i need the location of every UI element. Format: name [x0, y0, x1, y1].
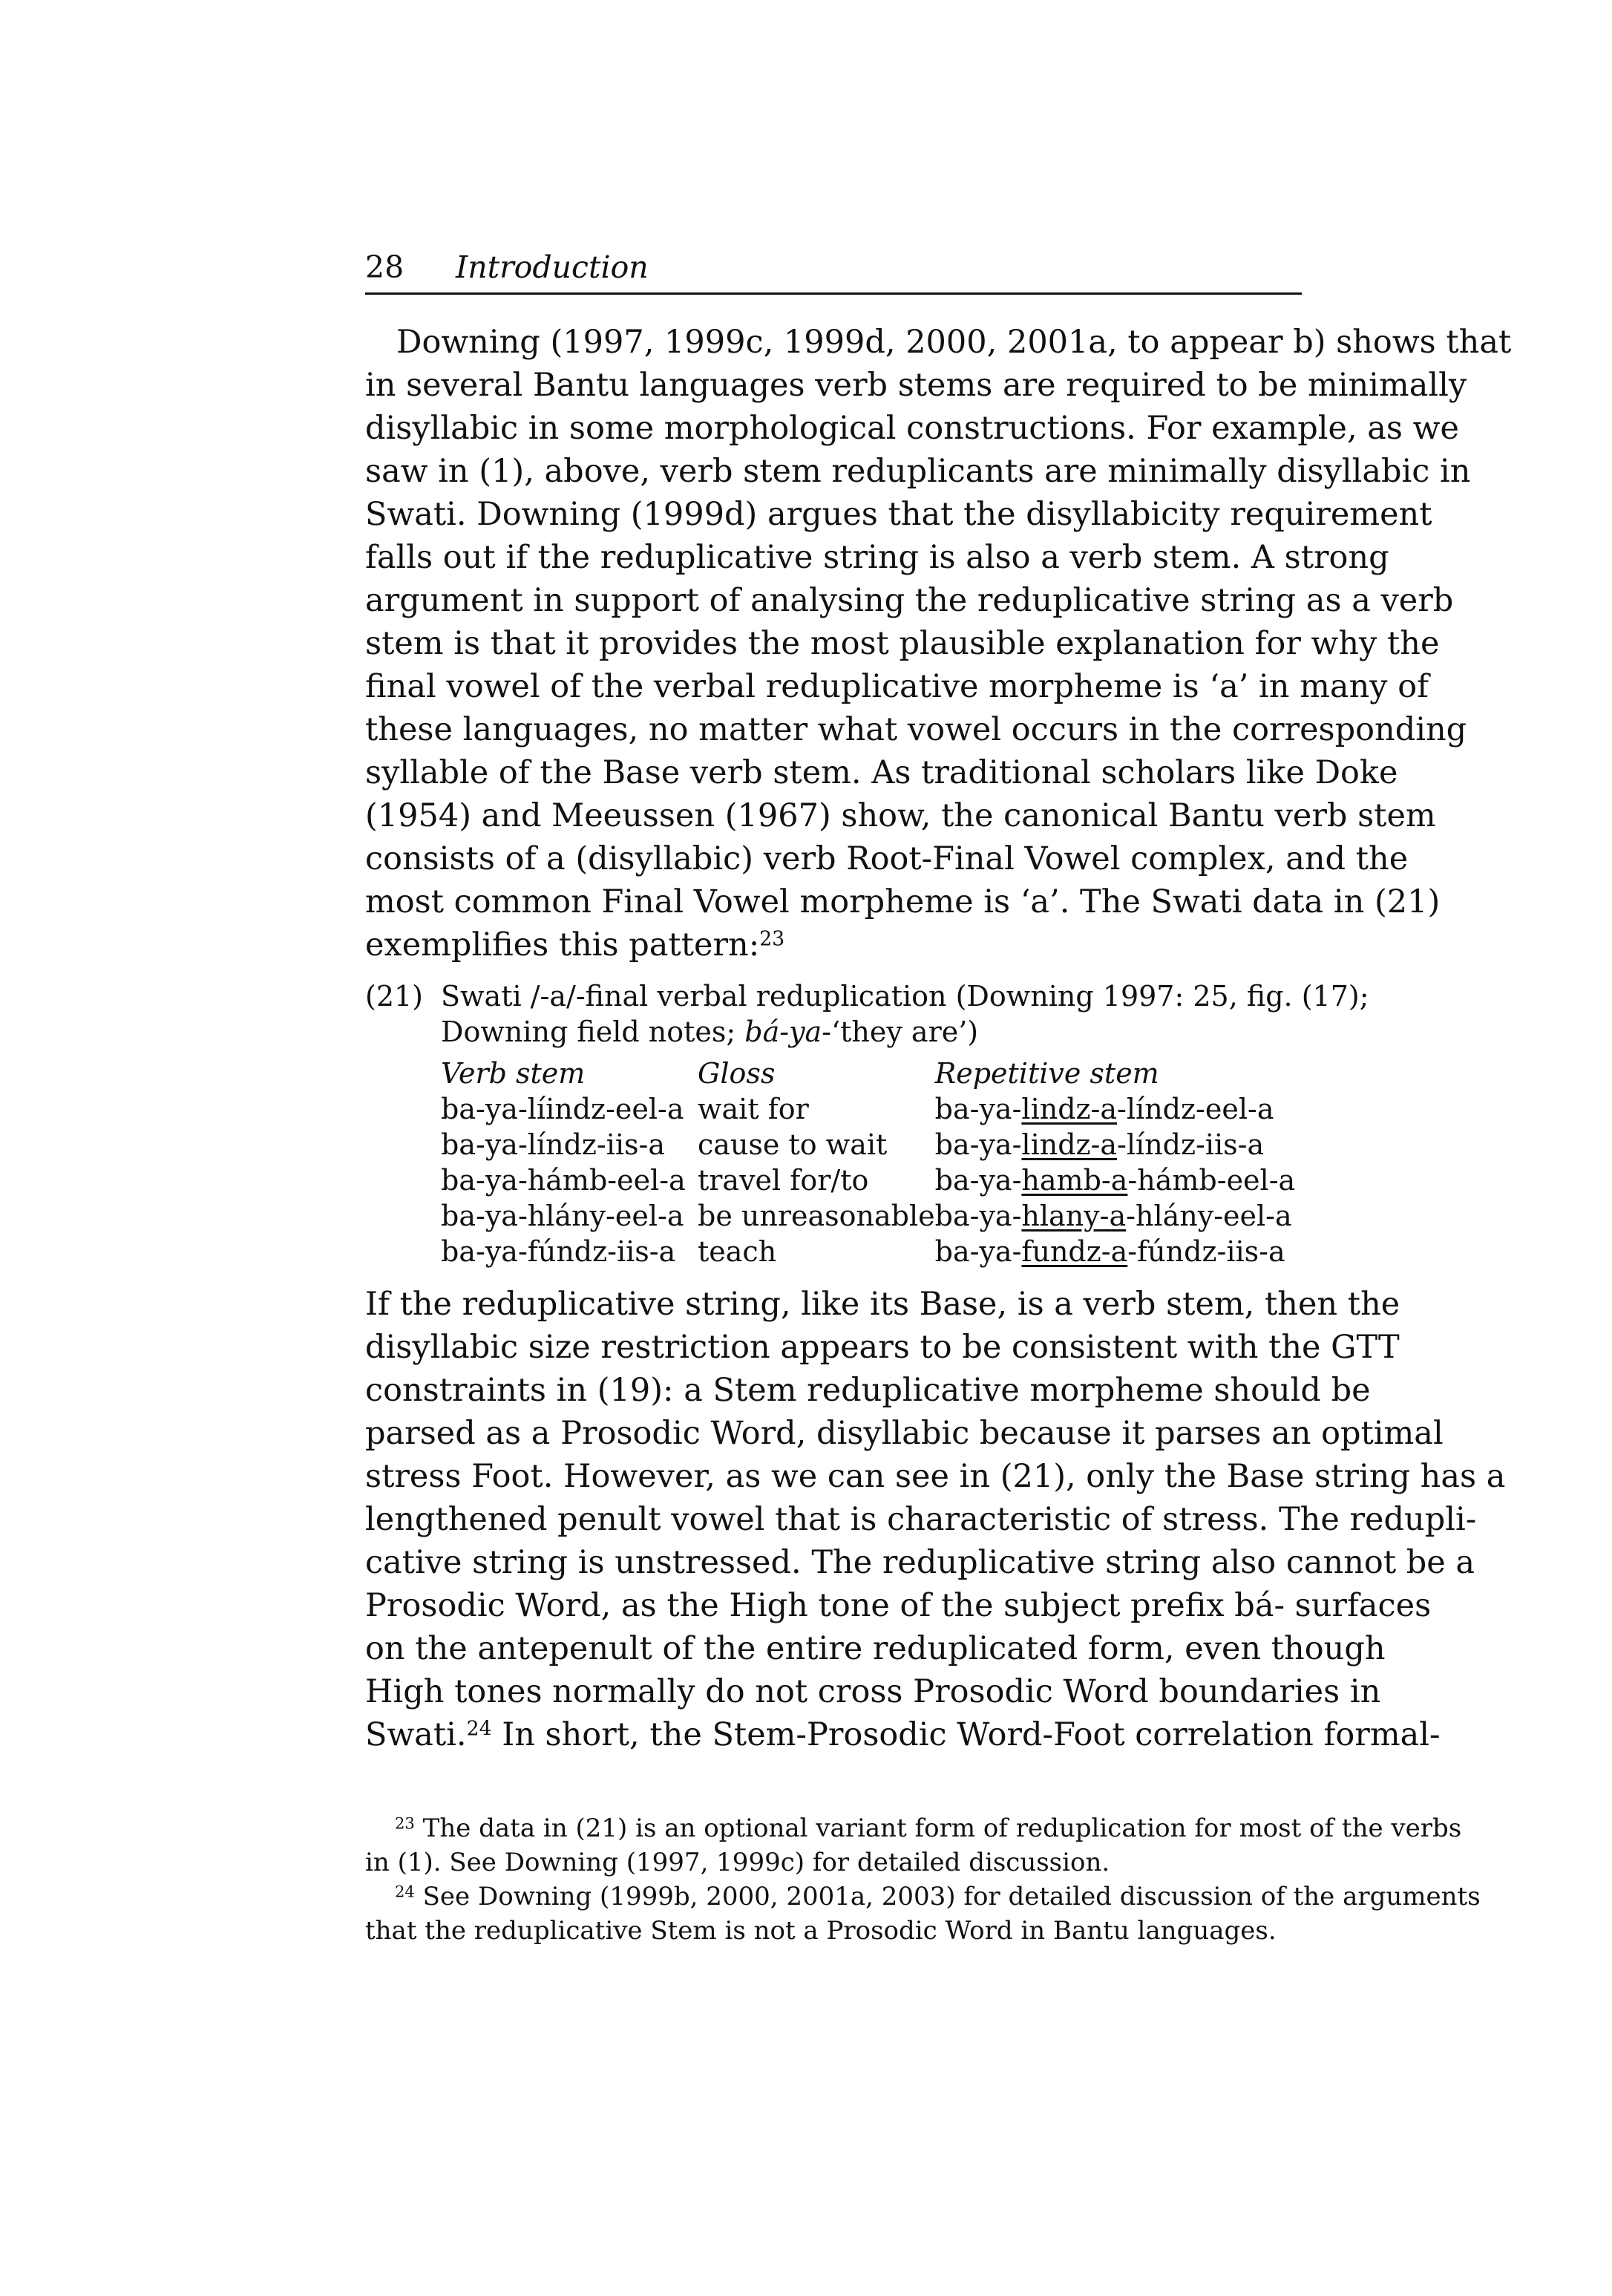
reduplicant: lindz-a	[1021, 1128, 1118, 1161]
footnote-ref-23[interactable]: 23	[759, 927, 785, 951]
verb-stem-cell: ba-ya-fúndz-iis-a	[441, 1235, 676, 1268]
repetitive-stem-cell: ba-ya-lindz-a-líndz-iis-a	[934, 1128, 1265, 1161]
table-row	[441, 1234, 1295, 1269]
page-number: 28	[365, 249, 404, 285]
verb-stem-cell: ba-ya-hámb-eel-a	[441, 1164, 686, 1197]
running-header	[365, 246, 1302, 295]
verb-stem-cell: ba-ya-hlány-eel-a	[441, 1200, 684, 1232]
text-line: (1954) and Meeussen (1967) show, the canonical Bantu verb stem	[365, 797, 1436, 834]
footnote-24-continuation: that the reduplicative Stem is not a Prosodic Word in Bantu languages.	[365, 1916, 1277, 1946]
reduplicant: hlany-a	[1021, 1200, 1127, 1232]
example-heading-line: Downing field notes; bá-ya-‘they are’)	[441, 1015, 979, 1048]
footnote-ref-24[interactable]: 24	[466, 1717, 492, 1741]
gloss-cell: cause to wait	[698, 1128, 888, 1161]
text-line: most common Final Vowel morpheme is ‘a’. The Swati data in (21)	[365, 883, 1441, 920]
running-head-title: Introduction	[456, 249, 649, 285]
example-heading-line: Swati /-a/-final verbal reduplication (Downing 1997: 25, fig. (17);	[441, 980, 1369, 1013]
example-heading	[441, 978, 1369, 1050]
text-line: Swati. Downing (1999d) argues that the disyllabicity requirement	[365, 496, 1432, 533]
reduplication-table	[441, 1056, 1295, 1269]
footnote-24: $^{24}$ See Downing (1999b, 2000, 2001a, 2003) for detailed discussion of the arguments	[395, 1882, 1481, 1911]
footnotes	[365, 1811, 1481, 1948]
footnote-23-continuation: in (1). See Downing (1997, 1999c) for detailed discussion.	[365, 1848, 1110, 1877]
verb-stem-cell: ba-ya-líndz-iis-a	[441, 1128, 666, 1161]
text-line: disyllabic in some morphological constructions. For example, as we	[365, 410, 1459, 447]
column-header-repetitive-stem: Repetitive stem	[934, 1057, 1159, 1090]
reduplicant: fundz-a	[1021, 1235, 1128, 1268]
verb-stem-cell: ba-ya-líindz-eel-a	[441, 1093, 684, 1125]
text-line: stress Foot. However, as we can see in (21), only the Base string has a	[365, 1458, 1506, 1495]
column-header-verb-stem: Verb stem	[441, 1057, 586, 1090]
gloss-cell: wait for	[698, 1093, 809, 1125]
text-line: these languages, no matter what vowel occurs in the corresponding	[365, 711, 1467, 748]
text-line: saw in (1), above, verb stem reduplicants are minimally disyllabic in	[365, 453, 1471, 490]
repetitive-stem-cell: ba-ya-hlany-a-hlány-eel-a	[934, 1200, 1292, 1232]
text-line: cative string is unstressed. The reduplicative string also cannot be a	[365, 1544, 1475, 1581]
text-line: syllable of the Base verb stem. As traditional scholars like Doke	[365, 754, 1398, 791]
repetitive-stem-cell: ba-ya-lindz-a-líndz-eel-a	[934, 1093, 1274, 1125]
table-header-row	[441, 1056, 1295, 1091]
paragraph-1	[365, 321, 1512, 967]
reduplicant: lindz-a	[1021, 1093, 1118, 1125]
text-line: If the reduplicative string, like its Base, is a verb stem, then the	[365, 1286, 1400, 1323]
paragraph-2	[365, 1283, 1506, 1756]
example-number: (21)	[365, 980, 424, 1013]
reduplicant: hamb-a	[1021, 1164, 1128, 1197]
repetitive-stem-cell: ba-ya-fundz-a-fúndz-iis-a	[934, 1235, 1285, 1268]
text-line: constraints in (19): a Stem reduplicative morpheme should be	[365, 1372, 1371, 1409]
text-line: Downing (1997, 1999c, 1999d, 2000, 2001a, to appear b) shows that	[396, 324, 1512, 361]
text-line: Swati.$^{24}$ In short, the Stem-Prosodic Word-Foot correlation formal-	[365, 1716, 1441, 1753]
text-line: exemplifies this pattern:$^{23}$	[365, 926, 785, 964]
gloss-cell: be unreasonable	[698, 1200, 935, 1232]
table-row	[441, 1162, 1295, 1198]
text-line: on the antepenult of the entire reduplicated form, even though	[365, 1630, 1386, 1667]
text-line: parsed as a Prosodic Word, disyllabic because it parses an optimal	[365, 1415, 1444, 1452]
text-line: High tones normally do not cross Prosodic Word boundaries in	[365, 1673, 1381, 1710]
table-row	[441, 1127, 1295, 1162]
text-line: final vowel of the verbal reduplicative morpheme is ‘a’ in many of	[365, 668, 1429, 705]
text-line: stem is that it provides the most plausible explanation for why the	[365, 625, 1440, 662]
text-line: in several Bantu languages verb stems are required to be minimally	[365, 367, 1467, 404]
repetitive-stem-cell: ba-ya-hamb-a-hámb-eel-a	[934, 1164, 1296, 1197]
text-line: argument in support of analysing the reduplicative string as a verb	[365, 582, 1454, 619]
text-line: consists of a (disyllabic) verb Root-Final Vowel complex, and the	[365, 840, 1409, 877]
gloss-cell: teach	[698, 1235, 777, 1268]
table-row	[441, 1091, 1295, 1127]
text-line: falls out if the reduplicative string is also a verb stem. A strong	[365, 539, 1389, 576]
text-line: lengthened penult vowel that is characteristic of stress. The redupli-	[365, 1501, 1477, 1538]
gloss-cell: travel for/to	[698, 1164, 869, 1197]
column-header-gloss: Gloss	[698, 1057, 776, 1090]
table-row	[441, 1198, 1295, 1234]
footnote-23: $^{23}$ The data in (21) is an optional variant form of reduplication for most of the verbs	[395, 1813, 1462, 1843]
text-line: Prosodic Word, as the High tone of the subject prefix bá- surfaces	[365, 1587, 1432, 1624]
text-line: disyllabic size restriction appears to be consistent with the GTT	[365, 1329, 1400, 1366]
